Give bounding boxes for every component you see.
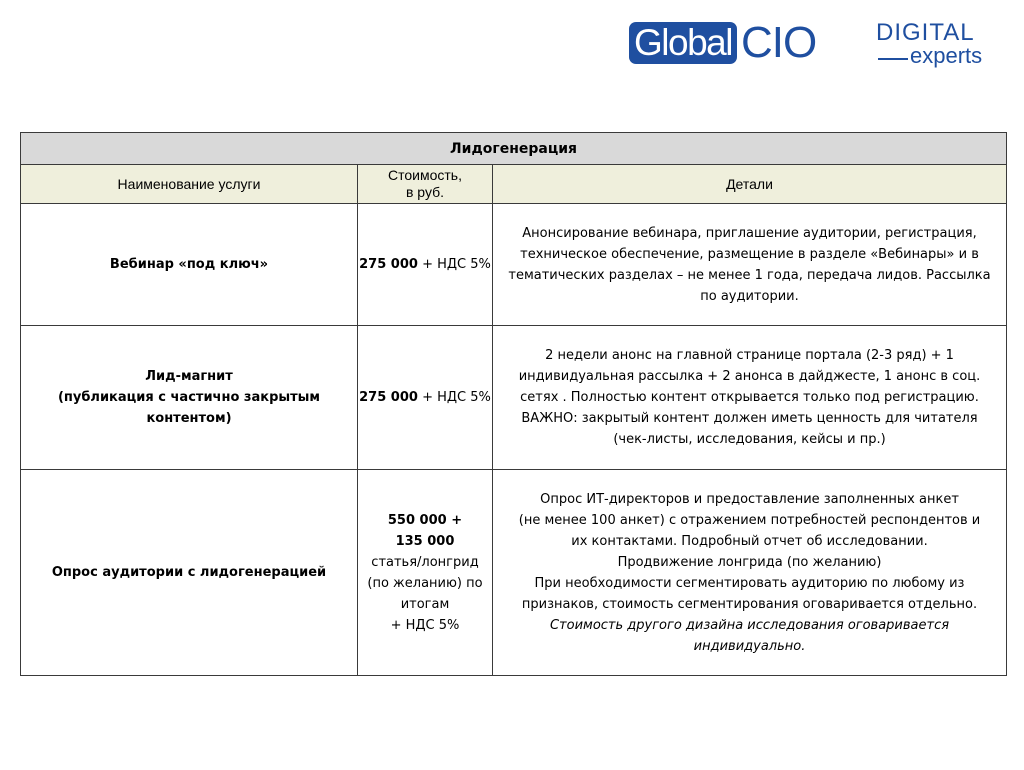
details-line: индивидуальная рассылка + 2 анонса в дайджесте, 1 анонс в соц. [518, 369, 981, 384]
details-line: (не менее 100 анкет) с отражением потребностей респондентов и [518, 512, 981, 528]
price-vat: + НДС 5% [417, 257, 491, 272]
details-italic-line: Стоимость другого дизайна исследования оговаривается [549, 617, 950, 633]
details-line: (чек-листы, исследования, кейсы и пр.) [613, 432, 886, 447]
service-details [493, 326, 1007, 470]
table-row [21, 470, 1007, 676]
details-line: их контактами. Подробный отчет об исследовании. [571, 533, 928, 549]
service-name: Вебинар «под ключ» [21, 204, 358, 326]
details-line: Продвижение лонгрида (по желанию) [617, 554, 882, 570]
details-line: При необходимости сегментировать аудиторию по любому из [534, 575, 965, 591]
price-amount-line: 550 000 + [387, 512, 463, 528]
service-name [21, 326, 358, 470]
price-amount: 275 000 [359, 257, 418, 272]
price-amount: 275 000 [359, 390, 418, 405]
digital-experts-logo-digital: DIGITAL [876, 19, 975, 46]
header-service: Наименование услуги [21, 165, 358, 204]
details-line: ВАЖНО: закрытый контент должен иметь ценность для читателя [521, 411, 978, 426]
details-italic-line: индивидуально. [693, 638, 806, 654]
service-name-line: контентом) [146, 411, 232, 426]
details-line: Опрос ИТ-директоров и предоставление заполненных анкет [540, 491, 959, 507]
price-note-line: (по желанию) по [367, 575, 483, 591]
global-cio-logo-cio: CIO [740, 18, 817, 67]
service-price [358, 204, 493, 326]
service-price [358, 470, 493, 676]
service-name-line: (публикация с частично закрытым [57, 390, 321, 405]
price-note-line: статья/лонгрид [371, 554, 479, 570]
price-note-line: + НДС 5% [390, 617, 460, 633]
lead-generation-table [20, 132, 1007, 676]
table-row [21, 326, 1007, 470]
table-header-row [21, 165, 1007, 204]
header-details: Детали [493, 165, 1007, 204]
service-name: Опрос аудитории с лидогенерацией [21, 470, 358, 676]
header-price [358, 165, 493, 204]
service-price [358, 326, 493, 470]
price-note-line: итогам [400, 596, 450, 612]
service-name-line: Лид-магнит [145, 369, 233, 384]
details-line: техническое обеспечение, размещение в разделе «Вебинары» и в [520, 246, 979, 262]
details-line: по аудитории. [700, 288, 799, 304]
table-title: Лидогенерация [21, 133, 1007, 165]
digital-experts-logo-line [878, 58, 908, 60]
price-vat: + НДС 5% [417, 390, 491, 405]
table-row [21, 204, 1007, 326]
service-details [493, 470, 1007, 676]
service-details [493, 204, 1007, 326]
header-price-line1: Стоимость, [388, 167, 462, 183]
details-line: Анонсирование вебинара, приглашение аудитории, регистрация, [522, 225, 977, 241]
header-price-line2: в руб. [405, 184, 445, 200]
digital-experts-logo-experts: experts [910, 43, 983, 68]
price-amount-line: 135 000 [395, 533, 455, 549]
global-cio-logo-global: Global [629, 22, 737, 64]
global-cio-logo [629, 18, 817, 67]
digital-experts-logo [876, 20, 991, 68]
details-line: признаков, стоимость сегментирования оговаривается отдельно. [521, 596, 978, 612]
details-line: тематических разделах – не менее 1 года, передача лидов. Рассылка [508, 267, 991, 283]
details-line: 2 недели анонс на главной странице портала (2-3 ряд) + 1 [545, 348, 954, 363]
details-line: сетях . Полностью контент открывается только под регистрацию. [520, 390, 979, 405]
